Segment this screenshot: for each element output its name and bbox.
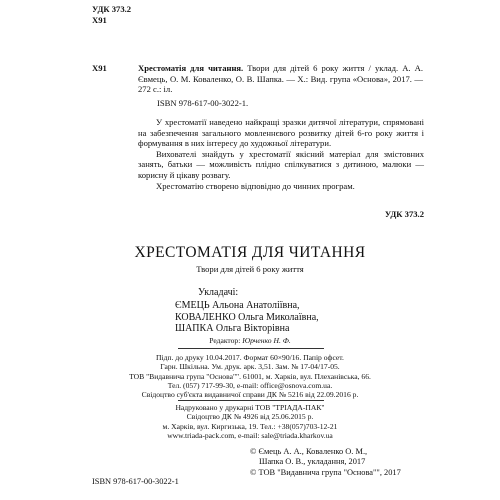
compiler-name: ЄМЕЦЬ Альона Анатоліївна,	[175, 300, 300, 311]
printer-line: www.triada-pack.com, e-mail: sale@triada.kharkov.ua	[167, 430, 333, 440]
publisher-line: Гарн. Шкільна. Ум. друк. арк. 3,51. Зам. № 17-04/17-05.	[160, 362, 340, 372]
udk-code-top: УДК 373.2	[92, 4, 132, 14]
divider	[178, 400, 324, 401]
printer-info	[0, 403, 500, 440]
annotation-paragraph: Хрестоматію створено відповідно до чинних програм.	[156, 180, 355, 191]
annotation-paragraph: У хрестоматії наведено найкращі зразки дитячої літератури, спрямовані на забезпечення загального мовленнєвого розвитку дітей 6-го року життя і формування в них інтересу до художньої літератури.	[138, 117, 424, 149]
book-title-inline: Хрестоматія для читання.	[138, 63, 244, 73]
book-subtitle: Твори для дітей 6 року життя	[196, 264, 304, 274]
copyright-line: © Ємець А. А., Коваленко О. М.,	[250, 447, 368, 456]
publisher-line: Тел. (057) 717-99-30, e-mail: office@osnova.com.ua.	[167, 380, 333, 390]
compiler-name: КОВАЛЕНКО Ольга Миколаївна,	[175, 311, 319, 323]
copyright-line: © ТОВ "Видавнича група "Основа"", 2017	[250, 467, 401, 477]
library-code: Х91	[92, 63, 107, 73]
publisher-line: Свідоцтво суб'єкта видавничої справи ДК № 5216 від 22.09.2016 р.	[141, 390, 359, 400]
printer-line: м. Харків, вул. Киргизька, 19. Тел.: +38(057)703-12-21	[162, 421, 338, 431]
annotation	[138, 117, 424, 191]
udk-code: УДК 373.2	[384, 209, 424, 219]
divider	[178, 348, 324, 349]
publisher-line: ТОВ "Видавнича група "Основа"". 61001, м. Харків, вул. Плеханівська, 66.	[129, 371, 371, 381]
publisher-line: Підп. до друку 10.04.2017. Формат 60×90/16. Папір офсет.	[156, 353, 344, 362]
editor-line	[0, 336, 500, 345]
compilers-heading: Укладачі:	[198, 287, 239, 298]
editor-name: Юрченко Н. Ф.	[242, 336, 291, 345]
isbn-bottom: ISBN 978-617-00-3022-1	[92, 477, 179, 486]
compiler-name: ШАПКА Ольга Вікторівна	[175, 323, 290, 335]
compilers-list	[175, 300, 319, 335]
bibliographic-description	[138, 63, 423, 95]
publisher-info	[0, 353, 500, 399]
isbn-line: ISBN 978-617-00-3022-1.	[157, 98, 249, 108]
editor-label: Редактор:	[209, 336, 243, 345]
book-title: ХРЕСТОМАТІЯ ДЛЯ ЧИТАННЯ	[134, 244, 366, 261]
printer-line: Свідоцтво ДК № 4926 від 25.06.2015 р.	[186, 412, 314, 422]
annotation-paragraph: Вихователі знайдуть у хрестоматії якісний матеріал для змістовних занять, батьки — можливість плідно спілкуватися з дитиною, малюки — корисну й цікаву розвагу.	[138, 148, 424, 180]
library-code-top: Х91	[92, 15, 107, 25]
copyright-line: Шапка О. В., укладання, 2017	[259, 457, 366, 467]
copyright-block	[250, 447, 401, 478]
printer-line: Надруковано у друкарні ТОВ "ТРІАДА-ПАК"	[175, 403, 325, 412]
bibliographic-details: Твори для дітей 6 року життя / уклад. А. А. Євмець, О. М. Коваленко, О. В. Шапка. — Х.: Вид. група «Основа», 2017. — 272 с.: іл.	[138, 63, 423, 95]
